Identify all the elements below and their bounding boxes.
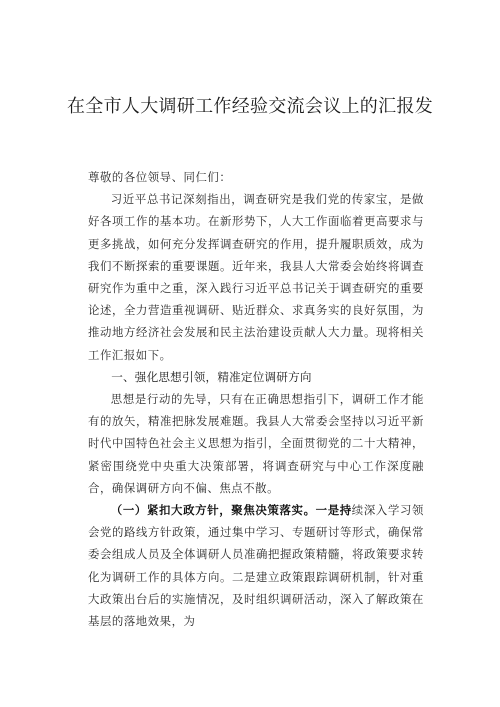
intro-paragraph: 习近平总书记深刻指出，调查研究是我们党的传家宝，是做好各项工作的基本功。在新形势下，人大工作面临着更高要求与更多挑战，如何充分发挥调查研究的作用，提升履职质效，成为我们不断探索的重要课题。近年来，我县人大常委会始终将调查研究作为重中之重，深入践行习近平总书记关于调查研究的重要论述，全力营造重视调研、贴近群众、求真务实的良好氛围，为推动地方经济社会发展和民主法治建设贡献人大力量。现将相关工作汇报如下。 <box>88 192 424 362</box>
section-1-paragraph: 思想是行动的先导，只有在正确思想指引下，调研工作才能有的放矢，精准把脉发展难题。我县人大常委会坚持以习近平新时代中国特色社会主义思想为指引，全面贯彻党的二十大精神，紧密围绕党中央重大决策部署，将调查研究与中心工作深度融合，确保调研方向不偏、焦点不散。 <box>88 392 424 495</box>
document-title: 在全市人大调研工作经验交流会议上的汇报发 <box>67 96 433 117</box>
document-body <box>88 166 424 632</box>
subsection-1-body: 续深入学习领会党的路线方针政策，通过集中学习、专题研讨等形式，确保常委会组成人员及全体调研人员准确把握政策精髓，将政策要求转化为调研工作的具体方向。二是建立政策跟踪调研机制，针对重大政策出台后的实施情况，及时组织调研活动，深入了解政策在基层的落地效果，为 <box>88 503 424 629</box>
salutation: 尊敬的各位领导、同仁们： <box>88 170 232 184</box>
subsection-1-lead: 一是持 <box>315 503 352 518</box>
subsection-1-title: （一）紧扣大政方针，聚焦决策落实。 <box>110 503 316 518</box>
section-heading-1: 一、强化思想引领，精准定位调研方向 <box>111 369 312 384</box>
subsection-1-paragraph <box>88 499 424 632</box>
